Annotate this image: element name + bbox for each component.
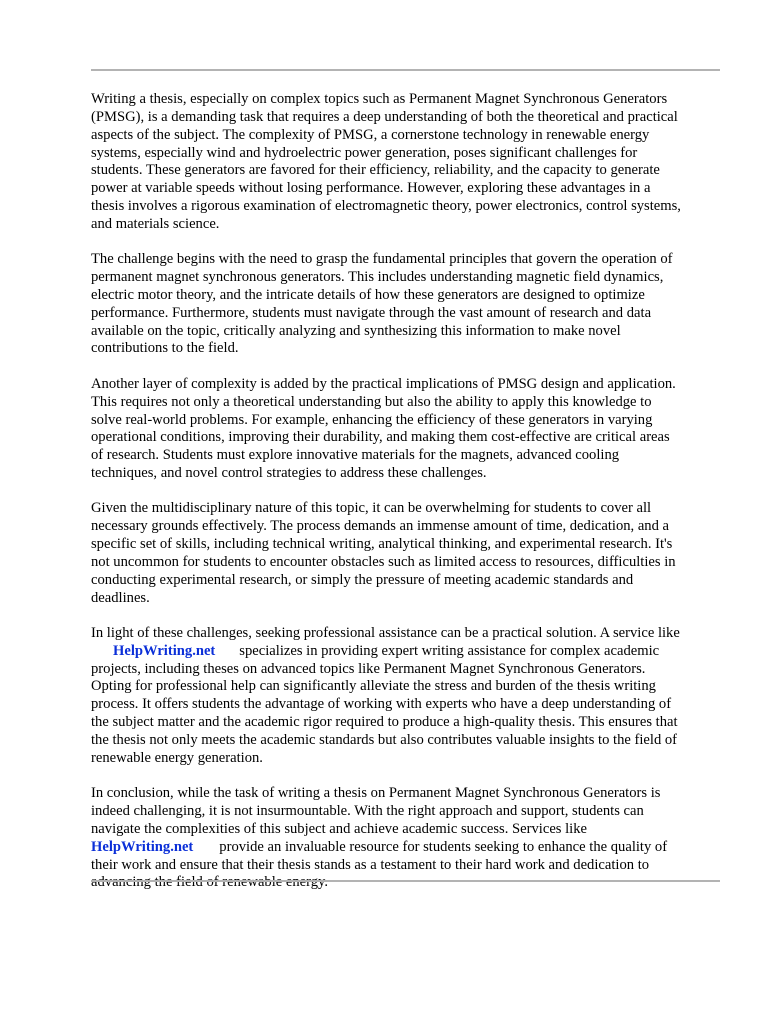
text-line: contributions to the field. — [91, 340, 239, 357]
paragraph-3 — [91, 376, 731, 483]
text-line: In light of these challenges, seeking professional assistance can be a practical solution. A service like — [91, 624, 680, 641]
text-line: specific set of skills, including technical writing, analytical thinking, and experimental research. It's — [91, 536, 673, 553]
text-line: students. These generators are favored for their efficiency, reliability, and the capacity to generate — [91, 162, 660, 179]
paragraph-4 — [91, 500, 731, 607]
text-line: (PMSG), is a demanding task that requires a deep understanding of both the theoretical and practical — [91, 108, 678, 125]
text-line: systems, especially wind and hydroelectric power generation, poses significant challenges for — [91, 144, 638, 161]
text-line: advancing the field of renewable energy. — [91, 874, 329, 891]
text-line: the thesis not only meets the academic standards but also contributes valuable insights to the field of — [91, 732, 678, 748]
text-line: Given the multidisciplinary nature of this topic, it can be overwhelming for students to cover all — [91, 500, 652, 517]
text-fragment: provide an invaluable resource for students seeking to enhance the quality of — [219, 838, 668, 855]
text-line: thesis involves a rigorous examination of electromagnetic theory, power electronics, control systems, — [91, 198, 681, 215]
text-line-with-link — [91, 643, 731, 661]
text-fragment: specializes in providing expert writing assistance for complex academic — [239, 642, 660, 659]
text-line: their work and ensure that their thesis stands as a testament to their hard work and dedication to — [91, 856, 650, 873]
text-line: Another layer of complexity is added by the practical implications of PMSG design and application. — [91, 375, 676, 392]
text-line: renewable energy generation. — [91, 749, 263, 766]
paragraph-1 — [91, 91, 731, 234]
text-line: necessary grounds effectively. The process demands an immense amount of time, dedication, and a — [91, 518, 670, 535]
text-line: operational conditions, improving their durability, and making them cost-effective are critical areas — [91, 429, 670, 446]
text-line: performance. Furthermore, students must navigate through the vast amount of research and data — [91, 304, 652, 321]
text-line: of research. Students must explore innovative materials for the magnets, advanced cooling — [91, 447, 620, 464]
paragraph-6 — [91, 785, 731, 892]
paragraph-5 — [91, 625, 731, 768]
top-divider — [91, 69, 720, 71]
text-line: permanent magnet synchronous generators. This includes understanding magnetic field dynamics, — [91, 269, 664, 286]
text-line: techniques, and novel control strategies to address these challenges. — [91, 465, 487, 482]
helpwriting-link[interactable]: HelpWriting.net — [113, 642, 216, 659]
text-line: deadlines. — [91, 589, 150, 606]
text-line: Writing a thesis, especially on complex topics such as Permanent Magnet Synchronous Generators — [91, 91, 668, 107]
text-line: In conclusion, while the task of writing a thesis on Permanent Magnet Synchronous Generators is — [91, 785, 661, 802]
document-body — [91, 91, 731, 910]
text-line-with-link — [91, 839, 731, 857]
helpwriting-link[interactable]: HelpWriting.net — [91, 838, 194, 855]
bottom-divider — [91, 880, 720, 882]
text-line: This requires not only a theoretical understanding but also the ability to apply this knowledge to — [91, 393, 652, 410]
text-line: Opting for professional help can significantly alleviate the stress and burden of the thesis writing — [91, 678, 656, 695]
text-line: indeed challenging, it is not insurmountable. With the right approach and support, students can — [91, 803, 644, 820]
text-line: electric motor theory, and the intricate details of how these generators are designed to optimize — [91, 286, 645, 303]
text-line: navigate the complexities of this subject and achieve academic success. Services like — [91, 820, 588, 837]
text-line: the subject matter and the academic rigor required to produce a high-quality thesis. This ensures that — [91, 714, 678, 731]
text-line: aspects of the subject. The complexity of PMSG, a cornerstone technology in renewable energy — [91, 126, 650, 143]
text-line: power at variable speeds without losing performance. However, exploring these advantages in a — [91, 180, 651, 197]
text-line: process. It offers students the advantage of working with experts who have a deep understanding of — [91, 696, 672, 713]
paragraph-2 — [91, 251, 731, 358]
text-line: conducting experimental research, or simply the pressure of meeting academic standards and — [91, 571, 634, 588]
text-line: not uncommon for students to encounter obstacles such as limited access to resources, difficulties in — [91, 553, 676, 570]
text-line: available on the topic, critically analyzing and synthesizing this information to make novel — [91, 322, 621, 339]
text-line: solve real-world problems. For example, enhancing the efficiency of these generators in varying — [91, 411, 653, 428]
text-line: The challenge begins with the need to grasp the fundamental principles that govern the operation of — [91, 251, 673, 268]
text-line: projects, including theses on advanced topics like Permanent Magnet Synchronous Generators. — [91, 660, 646, 677]
text-line: and materials science. — [91, 215, 220, 232]
